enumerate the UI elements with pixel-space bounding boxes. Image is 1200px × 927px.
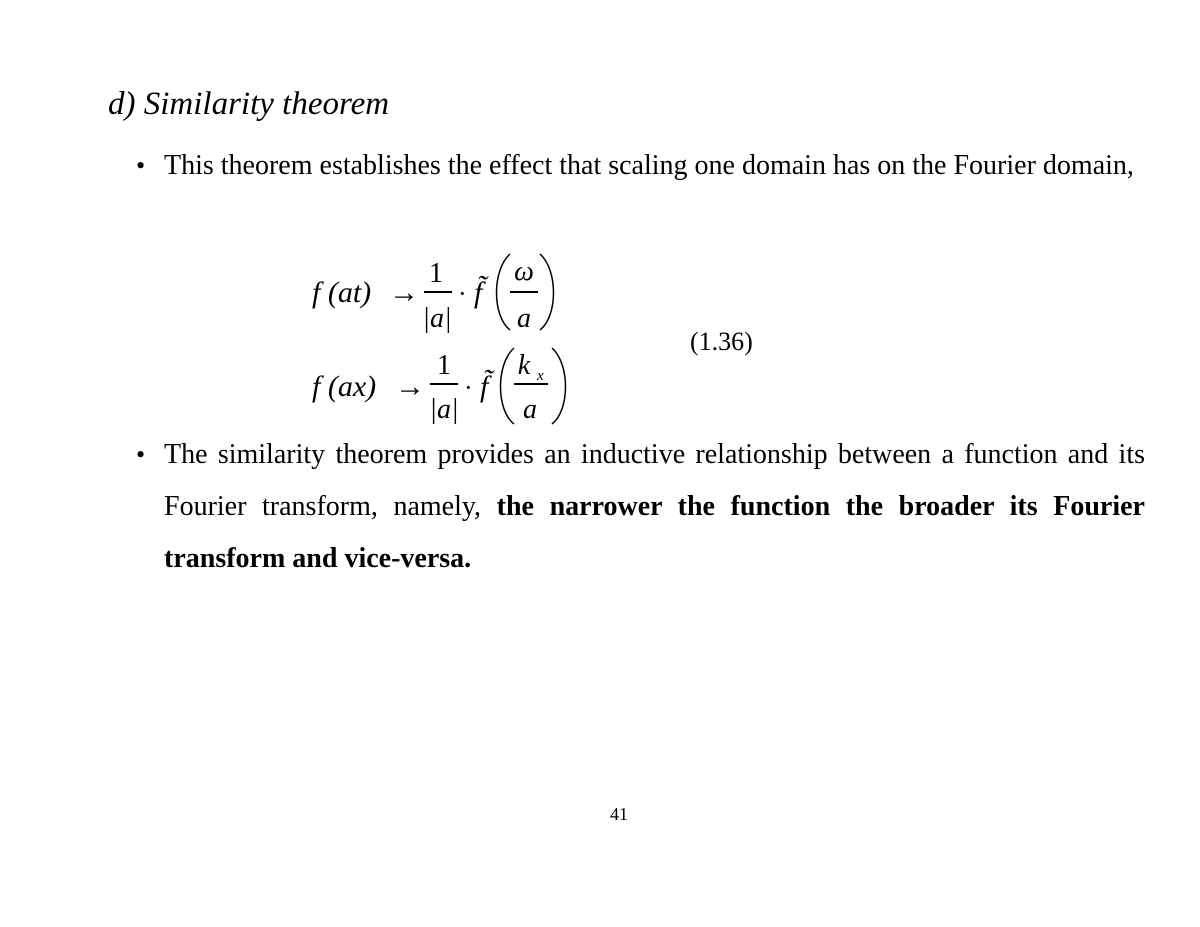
eq1-frac-denominator: |a| [422,303,452,334]
eq2-arg-numerator-subscript: x [537,368,544,384]
eq1-arg-denominator: a [517,303,531,334]
eq1-left-paren [497,254,511,330]
similarity-equations [300,248,600,428]
eq1-right-paren [540,254,554,330]
bullet-dot-icon: • [136,440,146,469]
eq1-lhs: f (at) [312,276,372,309]
eq1-dot: · [458,279,467,308]
eq1-arrow: → [389,276,419,309]
bullet-item-scaling-effect [136,140,1146,246]
equation-block [300,248,800,428]
bullet-text [164,429,1145,585]
bullet-text: This theorem establishes the effect that scaling one domain has on the Fourier domain, [164,150,1134,181]
eq2-right-paren [552,348,566,424]
eq1-frac-numerator: 1 [429,258,443,289]
eq2-arg-denominator: a [523,394,537,425]
equation-line-1 [312,254,554,334]
eq2-frac-numerator: 1 [437,350,451,381]
bullet-text-plain: The similarity theorem provides an inductive relationship between a function and its Fourier transform, namely, [164,439,1145,522]
eq1-ftilde: f̃ [474,276,483,309]
bullet-dot-icon: • [136,151,146,180]
eq1-arg-numerator: ω [514,256,534,287]
eq2-arrow: → [395,370,425,403]
equation-line-2 [312,348,566,425]
eq2-frac-denominator: |a| [429,394,459,425]
bullet-item-inductive-relationship [136,429,1146,589]
eq2-left-paren [501,348,515,424]
page-number: 41 [610,804,628,824]
eq2-arg-numerator: k [517,350,531,381]
section-heading: d) Similarity theorem [108,86,390,122]
eq2-lhs: f (ax) [312,370,377,403]
eq2-ftilde: f̃ [480,370,489,403]
bullet-text-bold: the narrower the function the broader its Fourier transform and vice-versa. [164,491,1145,574]
eq2-dot: · [464,373,473,402]
equation-number: (1.36) [690,327,753,356]
